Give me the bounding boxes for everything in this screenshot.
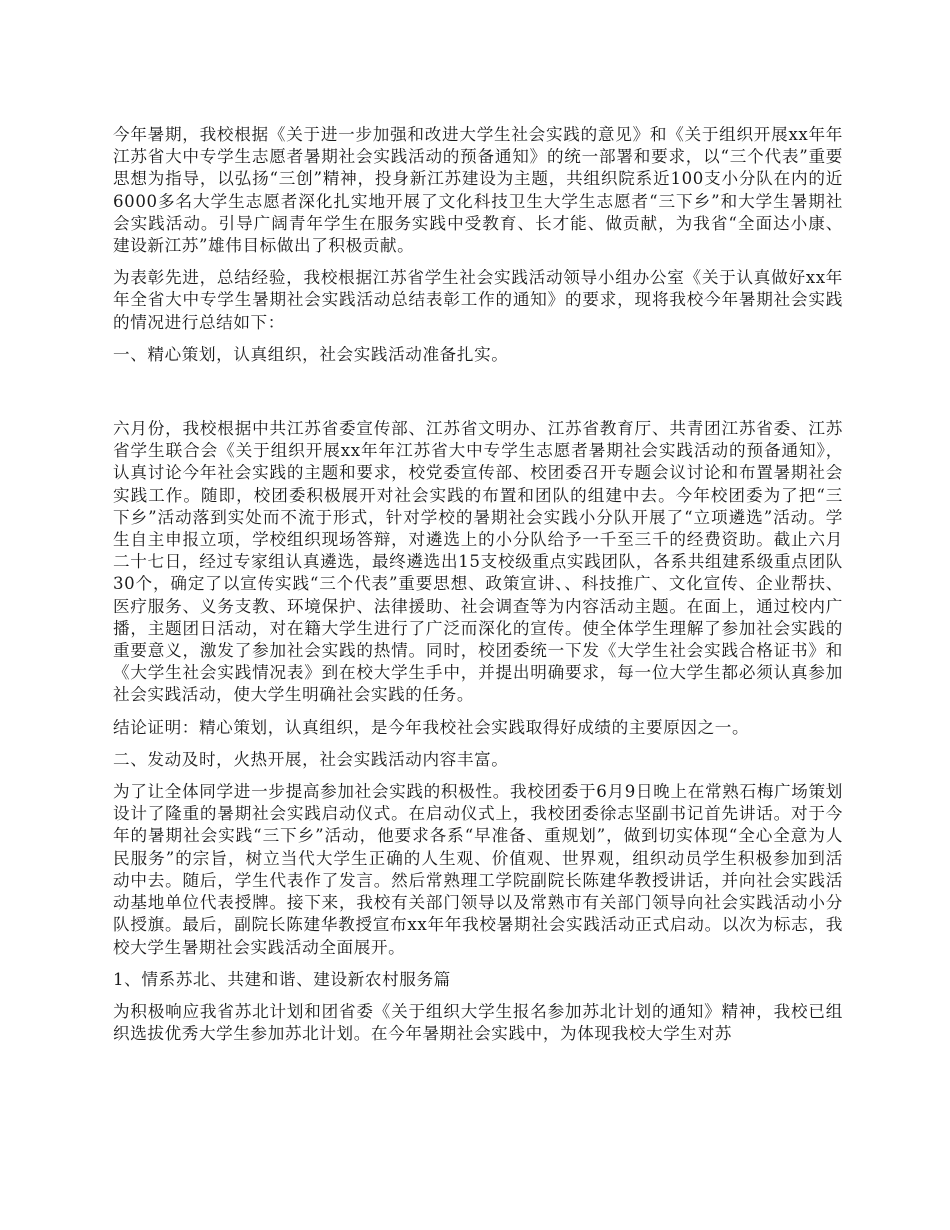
paragraph-intro: 今年暑期，我校根据《关于进一步加强和改进大学生社会实践的意见》和《关于组织开展xx年年江苏省大中专学生志愿者暑期社会实践活动的预备通知》的统一部署和要求，以“三个代表”重要思想为指导，以弘扬“三创”精神，投身新江苏建设为主题，共组织院系近100支小分队在内的近6000多名大学生志愿者深化扎实地开展了文化科技卫生大学生志愿者“三下乡”和大学生暑期社会实践活动。引导广阔青年学生在服务实践中受教育、长才能、做贡献，为我省“全面达小康、建设新江苏”雄伟目标做出了积极贡献。 [113,125,843,256]
subsection-heading-one: 1、情系苏北、共建和谐、建设新农村服务篇 [113,969,451,989]
paragraph-launch: 为了让全体同学进一步提高参加社会实践的积极性。我校团委于6月9日晚上在常熟石梅广场策划设计了隆重的暑期社会实践启动仪式。在启动仪式上，我校团委徐志坚副书记首先讲话。对于今年的暑期社会实践“三下乡”活动，他要求各系“早准备、重规划”，做到切实体现“全心全意为人民服务”的宗旨，树立当代大学生正确的人生观、价值观、世界观，组织动员学生积极参加到活动中去。随后，学生代表作了发言。然后常熟理工学院副院长陈建华教授讲话，并向社会实践活动基地单位代表授牌。接下来，我校有关部门领导以及常熟市有关部门领导向社会实践活动小分队授旗。最后，副院长陈建华教授宣布xx年年我校暑期社会实践活动正式启动。以次为标志，我校大学生暑期社会实践活动全面展开。 [113,782,843,957]
section-heading-two: 二、发动及时，火热开展，社会实践活动内容丰富。 [113,749,509,769]
paragraph-subei: 为积极响应我省苏北计划和团省委《关于组织大学生报名参加苏北计划的通知》精神，我校已组织选拔优秀大学生参加苏北计划。在今年暑期社会实践中，为体现我校大学生对苏 [113,1001,843,1044]
document-body [113,124,843,1055]
section-heading-one: 一、精心策划，认真组织，社会实践活动准备扎实。 [113,344,509,364]
paragraph-conclusion: 结论证明：精心策划，认真组织，是今年我校社会实践取得好成绩的主要原因之一。 [113,717,750,737]
paragraph-june: 六月份，我校根据中共江苏省委宣传部、江苏省文明办、江苏省教育厅、共青团江苏省委、江苏省学生联合会《关于组织开展xx年年江苏省大中专学生志愿者暑期社会实践活动的预备通知》，认真讨论今年社会实践的主题和要求，校党委宣传部、校团委召开专题会议讨论和布置暑期社会实践工作。随即，校团委积极展开对社会实践的布置和团队的组建中去。今年校团委为了把“三下乡”活动落到实处而不流于形式，针对学校的暑期社会实践小分队开展了“立项遴选”活动。学生自主申报立项，学校组织现场答辩，对遴选上的小分队给予一千至三千的经费资助。截止六月二十七日，经过专家组认真遴选，最终遴选出15支校级重点实践团队，各系共组建系级重点团队30个，确定了以宣传实践“三个代表”重要思想、政策宣讲、、科技推广、文化宣传、企业帮扶、医疗服务、义务支教、环境保护、法律援助、社会调查等为内容活动主题。在面上，通过校内广播，主题团日活动，对在籍大学生进行了广泛而深化的宣传。使全体学生理解了参加社会实践的重要意义，激发了参加社会实践的热情。同时，校团委统一下发《大学生社会实践合格证书》和《大学生社会实践情况表》到在校大学生手中，并提出明确要求，每一位大学生都必须认真参加社会实践活动，使大学生明确社会实践的任务。 [113,419,843,705]
paragraph-purpose: 为表彰先进，总结经验，我校根据江苏省学生社会实践活动领导小组办公室《关于认真做好xx年年全省大中专学生暑期社会实践活动总结表彰工作的通知》的要求，现将我校今年暑期社会实践的情况进行总结如下： [113,268,843,332]
